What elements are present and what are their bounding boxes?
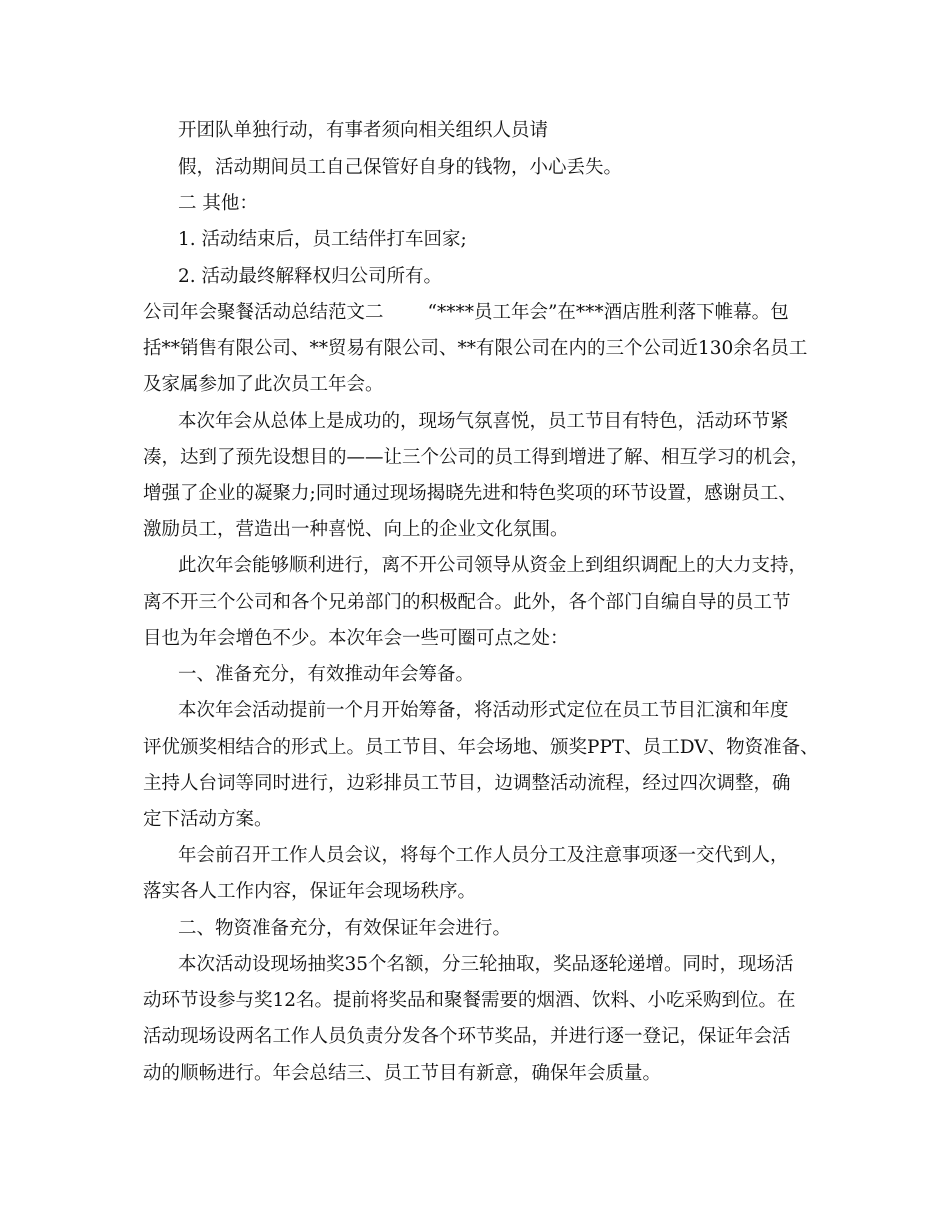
paragraph-line: 定下活动方案。 <box>143 809 273 830</box>
paragraph-line: 评优颁奖相结合的形式上。员工节目、年会场地、颁奖PPT、员工DV、物资准备、 <box>143 737 819 758</box>
section-lead: “****员工年会”在***酒店胜利落下帷幕。 <box>427 302 771 323</box>
list-item: 2. 活动最终解释权归公司所有。 <box>178 266 443 287</box>
paragraph-line: 动环节设参与奖12名。提前将奖品和聚餐需要的烟酒、饮料、小吃采购到位。在 <box>143 990 796 1011</box>
subheading-line: 二、物资准备充分，有效保证年会进行。 <box>178 918 512 939</box>
paragraph-line: 本次活动设现场抽奖35个名额，分三轮抽取，奖品逐轮递增。同时，现场活 <box>178 954 794 975</box>
paragraph-line: 落实各人工作内容，保证年会现场秩序。 <box>143 881 477 902</box>
paragraph-line: 激励员工，营造出一种喜悦、向上的企业文化氛围。 <box>143 519 569 540</box>
paragraph-text: 包 <box>770 302 789 323</box>
paragraph-line: 动的顺畅进行。年会总结三、员工节目有新意，确保年会质量。 <box>143 1063 662 1084</box>
paragraph-line: 凑，达到了预先设想目的——让三个公司的员工得到增进了解、相互学习的机会， <box>143 447 810 468</box>
paragraph-line: 活动现场设两名工作人员负责分发各个环节奖品，并进行逐一登记，保证年会活 <box>143 1026 791 1047</box>
paragraph-line: 此次年会能够顺利进行，离不开公司领导从资金上到组织调配上的大力支持， <box>178 555 808 576</box>
subheading-line: 一、准备充分，有效推动年会筹备。 <box>178 664 475 685</box>
paragraph-line: 假，活动期间员工自己保管好自身的钱物，小心丢失。 <box>178 157 623 178</box>
paragraph-line: 开团队单独行动，有事者须向相关组织人员请 <box>178 120 549 141</box>
section-title: 公司年会聚餐活动总结范文二 <box>143 302 384 323</box>
paragraph-line: 年会前召开工作人员会议，将每个工作人员分工及注意事项逐一交代到人， <box>178 845 789 866</box>
list-item: 1. 活动结束后，员工结伴打车回家; <box>178 229 467 250</box>
paragraph-line: 及家属参加了此次员工年会。 <box>143 374 384 395</box>
paragraph-line: 括**销售有限公司、**贸易有限公司、**有限公司在内的三个公司近130余名员工 <box>143 338 808 359</box>
paragraph-line: 二 其他： <box>178 193 258 214</box>
paragraph-line: 本次年会从总体上是成功的，现场气氛喜悦，员工节目有特色，活动环节紧 <box>178 411 789 432</box>
paragraph-line: 主持人台词等同时进行，边彩排员工节目，边调整活动流程，经过四次调整，确 <box>143 773 791 794</box>
paragraph-line: 本次年会活动提前一个月开始筹备，将活动形式定位在员工节目汇演和年度 <box>178 700 789 721</box>
paragraph-line: 增强了企业的凝聚力;同时通过现场揭晓先进和特色奖项的环节设置，感谢员工、 <box>143 483 797 504</box>
paragraph-line: 目也为年会增色不少。本次年会一些可圈可点之处： <box>143 628 569 649</box>
paragraph-line: 离不开三个公司和各个兄弟部门的积极配合。此外，各个部门自编自导的员工节 <box>143 592 791 613</box>
section-heading-line <box>143 301 789 325</box>
